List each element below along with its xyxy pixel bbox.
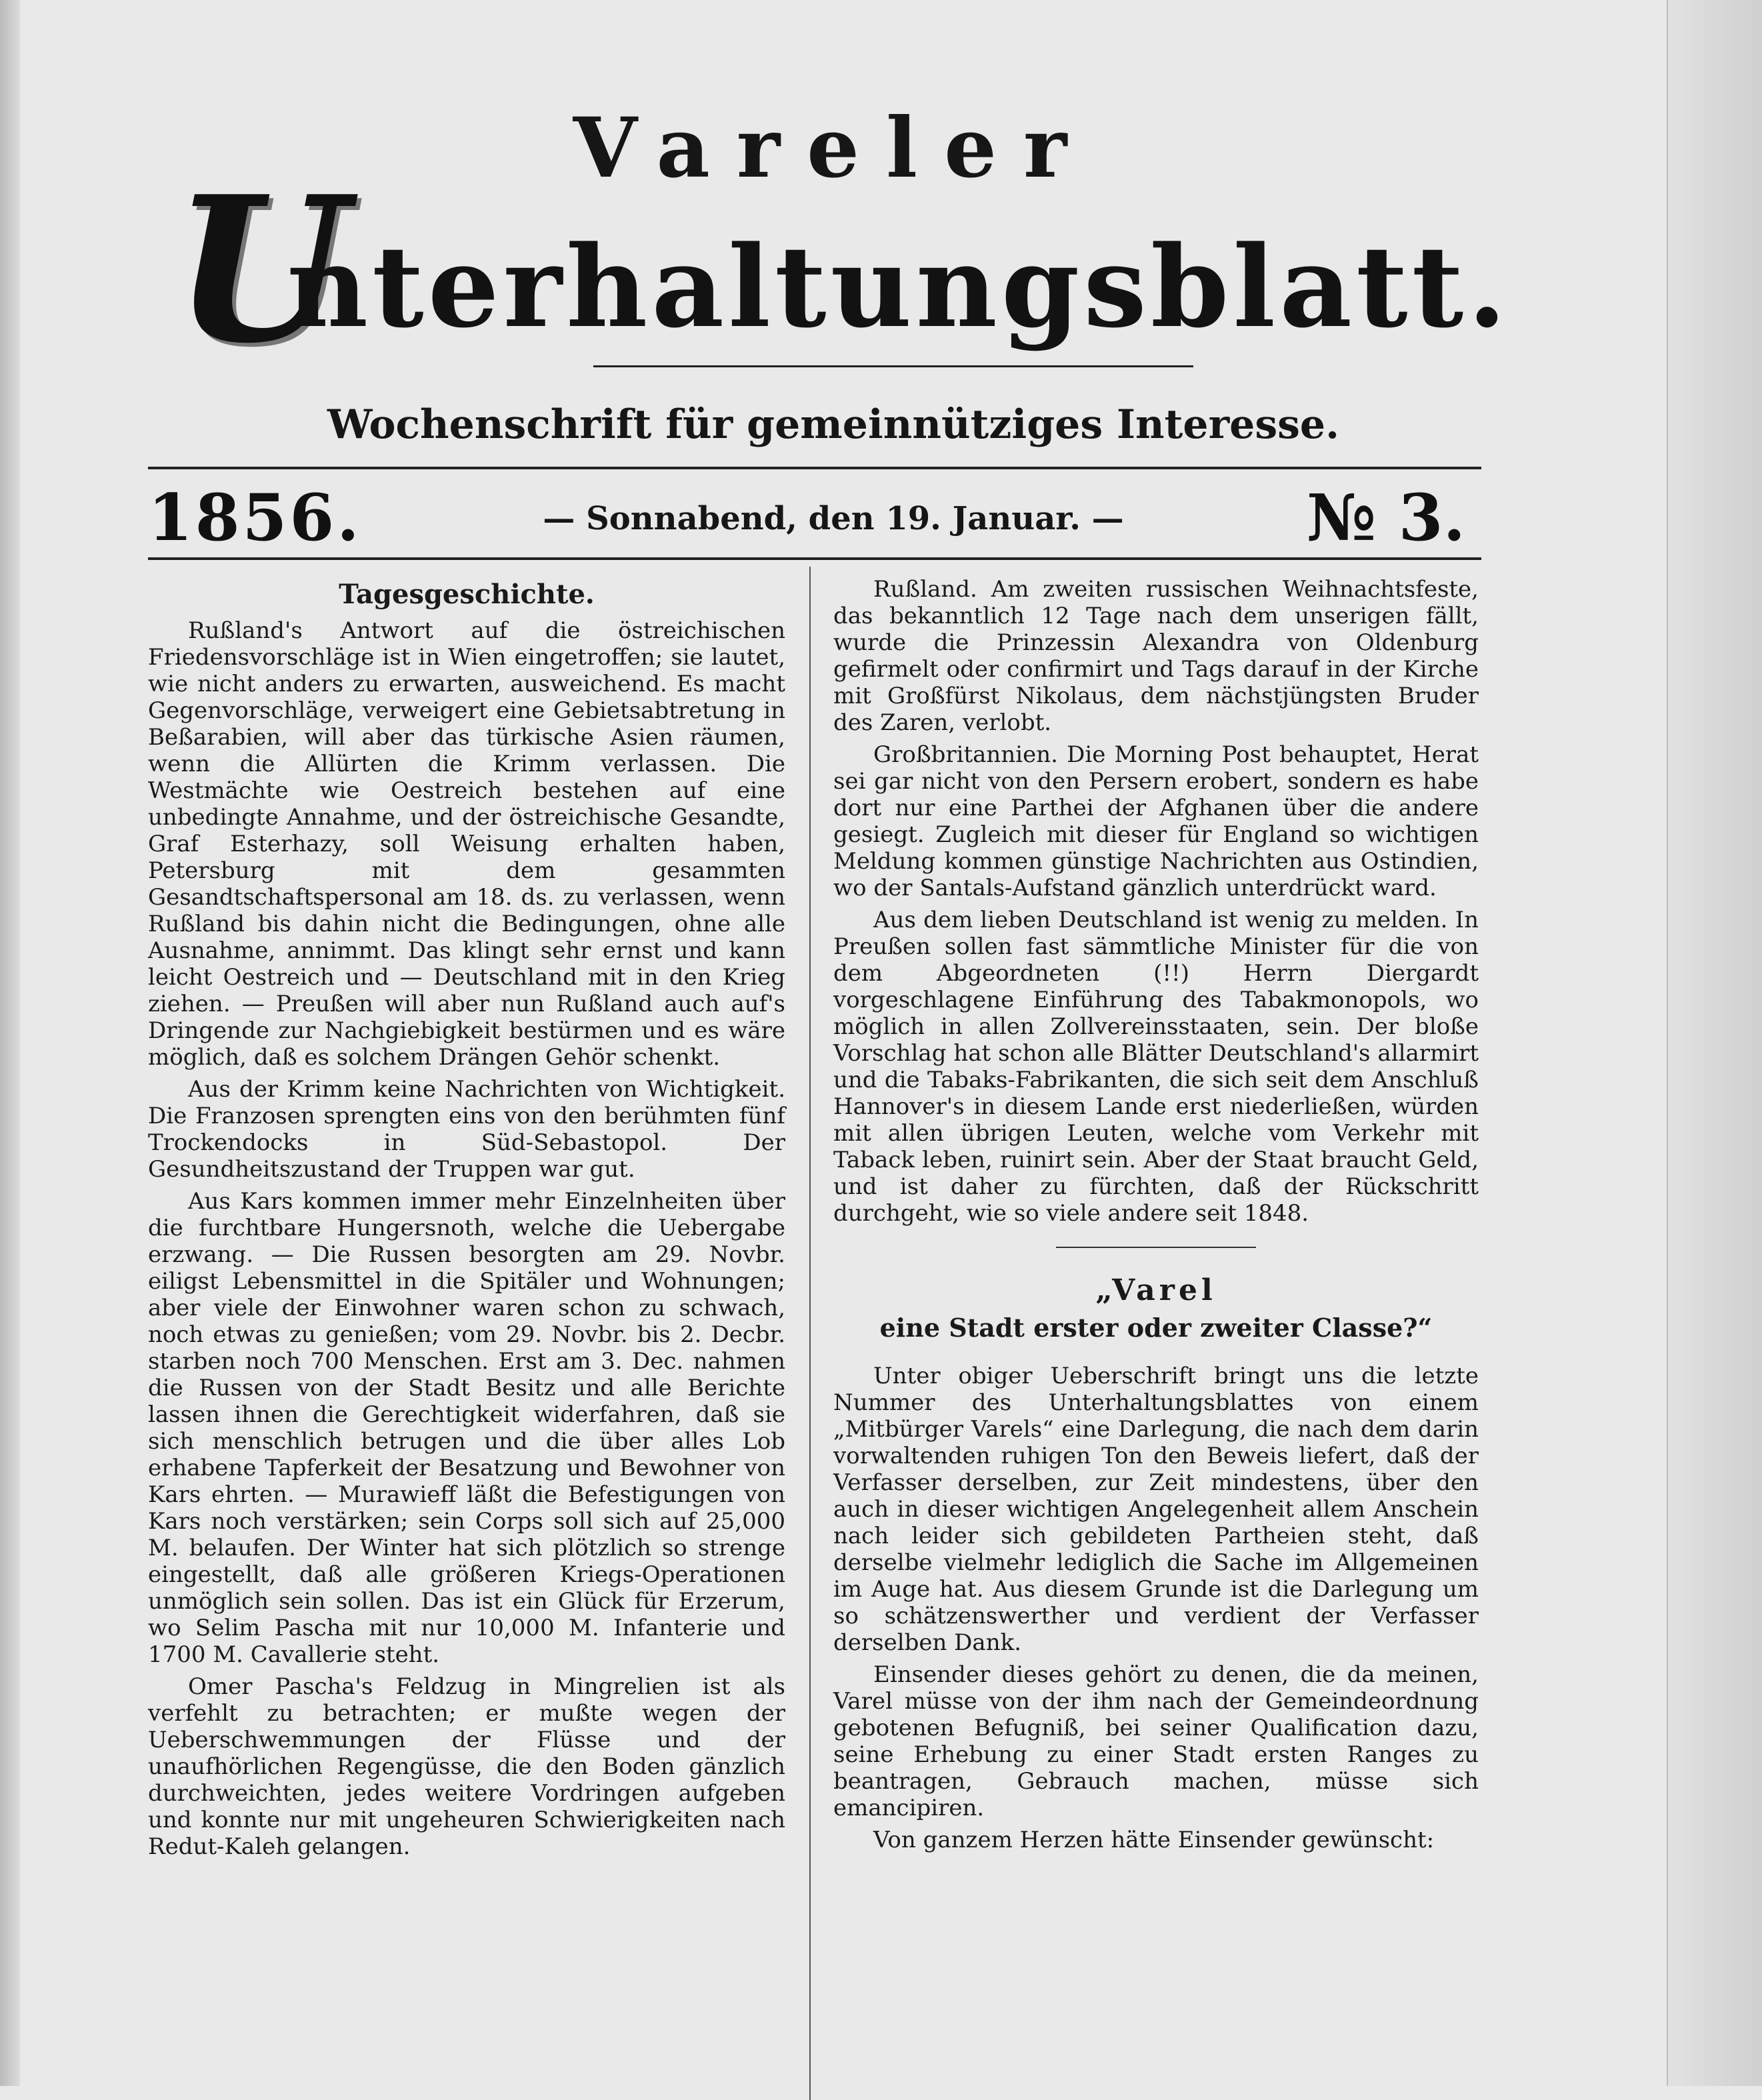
column-divider <box>809 567 811 2100</box>
section-heading: Tagesgeschichte. <box>339 579 595 610</box>
masthead-title <box>173 152 1573 387</box>
paragraph: Von ganzem Herzen hätte Einsender gewünscht: <box>873 1827 1435 1853</box>
issue-number: № 3. <box>1307 480 1465 555</box>
paragraph: Unter obiger Ueberschrift bringt uns die letzte Nummer des Unterhaltungsblattes von einem „Mitbürger Varels“ eine Darlegung, die nach dem darin vorwaltenden ruhigen Ton den Beweis liefert, daß der Verfasser derselben, zur Zeit mindestens, über den auch in dieser wichtigen Angelegenheit allem Anschein nach leider sich gebildeten Partheien steht, daß derselbe vielmehr lediglich die Sache im Allgemeinen im Auge hat. Aus diesem Grunde ist die Darlegung um so schätzenswerther und verdient der Verfasser derselben Dank. <box>833 1363 1479 1656</box>
issue-date: — Sonnabend, den 19. Januar. — <box>543 500 1124 537</box>
left-column <box>148 576 785 1865</box>
paragraph: Aus dem lieben Deutschland ist wenig zu melden. In Preußen sollen fast sämmtliche Minister für die von dem Abgeordneten (!!) Herrn Diergardt vorgeschlagene Einführung des Tabakmonopols, wo möglich in allen Zollvereinsstaaten, sein. Der bloße Vorschlag hat schon alle Blätter Deutschland's allarmirt und die Tabaks-Fabrikanten, die sich seit dem Anschluß Hannover's in diesem Lande erst niederließen, würden mit allen übrigen Leuten, welche vom Verkehr mit Taback leben, ruinirt sein. Aber der Staat braucht Geld, und ist daher zu fürchten, daß der Rückschritt durchgeht, wie so viele andere seit 1848. <box>833 907 1479 1227</box>
title-rule <box>593 365 1193 367</box>
paragraph: Aus Kars kommen immer mehr Einzelnheiten über die furchtbare Hungersnoth, welche die Uebergabe erzwang. — Die Russen besorgten am 29. Novbr. eiligst Lebensmittel in die Spitäler und Wohnungen; aber viele der Einwohner waren schon zu schwach, noch etwas zu genießen; vom 29. Novbr. bis 2. Decbr. starben noch 700 Menschen. Erst am 3. Dec. nahmen die Russen von der Stadt Besitz und alle Berichte lassen ihnen die Gerechtigkeit widerfahren, daß sie sich menschlich betrugen und die über alles Lob erhabene Tapferkeit der Besatzung und Bewohner von Kars ehrten. — Murawieff läßt die Befestigungen von Kars noch verstärken; sein Corps soll sich auf 25,000 M. belaufen. Der Winter hat sich plötzlich so strenge eingestellt, daß alle größeren Kriegs-Operationen unmöglich sein sollen. Das ist ein Glück für Erzerum, wo Selim Pascha mit nur 10,000 M. Infanterie und 1700 M. Cavallerie steht. <box>148 1188 785 1668</box>
section-rule <box>1056 1247 1256 1248</box>
masthead-line1: Vareler <box>573 100 1094 197</box>
header-rule-top <box>148 467 1481 469</box>
paragraph: Rußland. Am zweiten russischen Weihnachtsfeste, das bekanntlich 12 Tage nach dem unserigen fällt, wurde die Prinzessin Alexandra von Oldenburg gefirmelt oder confirmirt und Tags darauf in der Kirche mit Großfürst Nikolaus, dem nächstjüngsten Bruder des Zaren, verlobt. <box>833 576 1479 736</box>
right-column <box>833 576 1479 1859</box>
decorative-initial: U <box>173 152 348 387</box>
paragraph: Aus der Krimm keine Nachrichten von Wichtigkeit. Die Franzosen sprengten eins von den berühmten fünf Trockendocks in Süd-Sebastopol. Der Gesundheitszustand der Truppen war gut. <box>148 1076 785 1183</box>
page-edge <box>1667 0 1762 2086</box>
paragraph: Einsender dieses gehört zu denen, die da meinen, Varel müsse von der ihm nach der Gemeindeordnung gebotenen Befugniß, bei seiner Qualification dazu, seine Erhebung zu einer Stadt ersten Ranges zu beantragen, Gebrauch machen, müsse sich emancipiren. <box>833 1661 1479 1821</box>
header-rule-bottom <box>148 557 1481 560</box>
book-binding <box>0 0 20 2086</box>
paragraph: Rußland's Antwort auf die östreichischen Friedensvorschläge ist in Wien eingetroffen; sie lautet, wie nicht anders zu erwarten, ausweichend. Es macht Gegenvorschläge, verweigert eine Gebietsabtretung in Beßarabien, will aber das türkische Asien räumen, wenn die Allürten die Krimm verlassen. Die Westmächte wie Oestreich bestehen auf eine unbedingte Annahme, und der östreichische Gesandte, Graf Esterhazy, soll Weisung erhalten haben, Petersburg mit dem gesammten Gesandtschaftspersonal am 18. ds. zu verlassen, wenn Rußland bis dahin nicht die Bedingungen, ohne alle Ausnahme, annimmt. Das klingt sehr ernst und kann leicht Oestreich und — Deutschland mit in den Krieg ziehen. — Preußen will aber nun Rußland auch auf's Dringende zur Nachgiebigkeit bestürmen und es wäre möglich, daß es solchem Drängen Gehör schenkt. <box>148 617 785 1071</box>
paragraph: Großbritannien. Die Morning Post behauptet, Herat sei gar nicht von den Persern erobert, sondern es habe dort nur eine Parthei der Afghanen über die andere gesiegt. Zugleich mit dieser für England so wichtigen Meldung kommen günstige Nachrichten aus Ostindien, wo der Santals-Aufstand gänzlich unterdrückt ward. <box>833 741 1479 901</box>
masthead-title-rest: nterhaltungsblatt. <box>287 221 1511 353</box>
article-subtitle: eine Stadt erster oder zweiter Classe?“ <box>879 1313 1433 1343</box>
paragraph: Omer Pascha's Feldzug in Mingrelien ist als verfehlt zu betrachten; er mußte wegen der Ueberschwemmungen der Flüsse und der unaufhörlichen Regengüsse, die den Boden gänzlich durchweichten, jedes weitere Vordringen aufgeben und konnte nur mit ungeheuren Schwierigkeiten nach Redut-Kaleh gelangen. <box>148 1673 785 1860</box>
masthead-subtitle: Wochenschrift für gemeinnütziges Interesse. <box>327 401 1339 448</box>
article-title: „Varel <box>1095 1273 1217 1307</box>
issue-year: 1856. <box>148 480 362 555</box>
